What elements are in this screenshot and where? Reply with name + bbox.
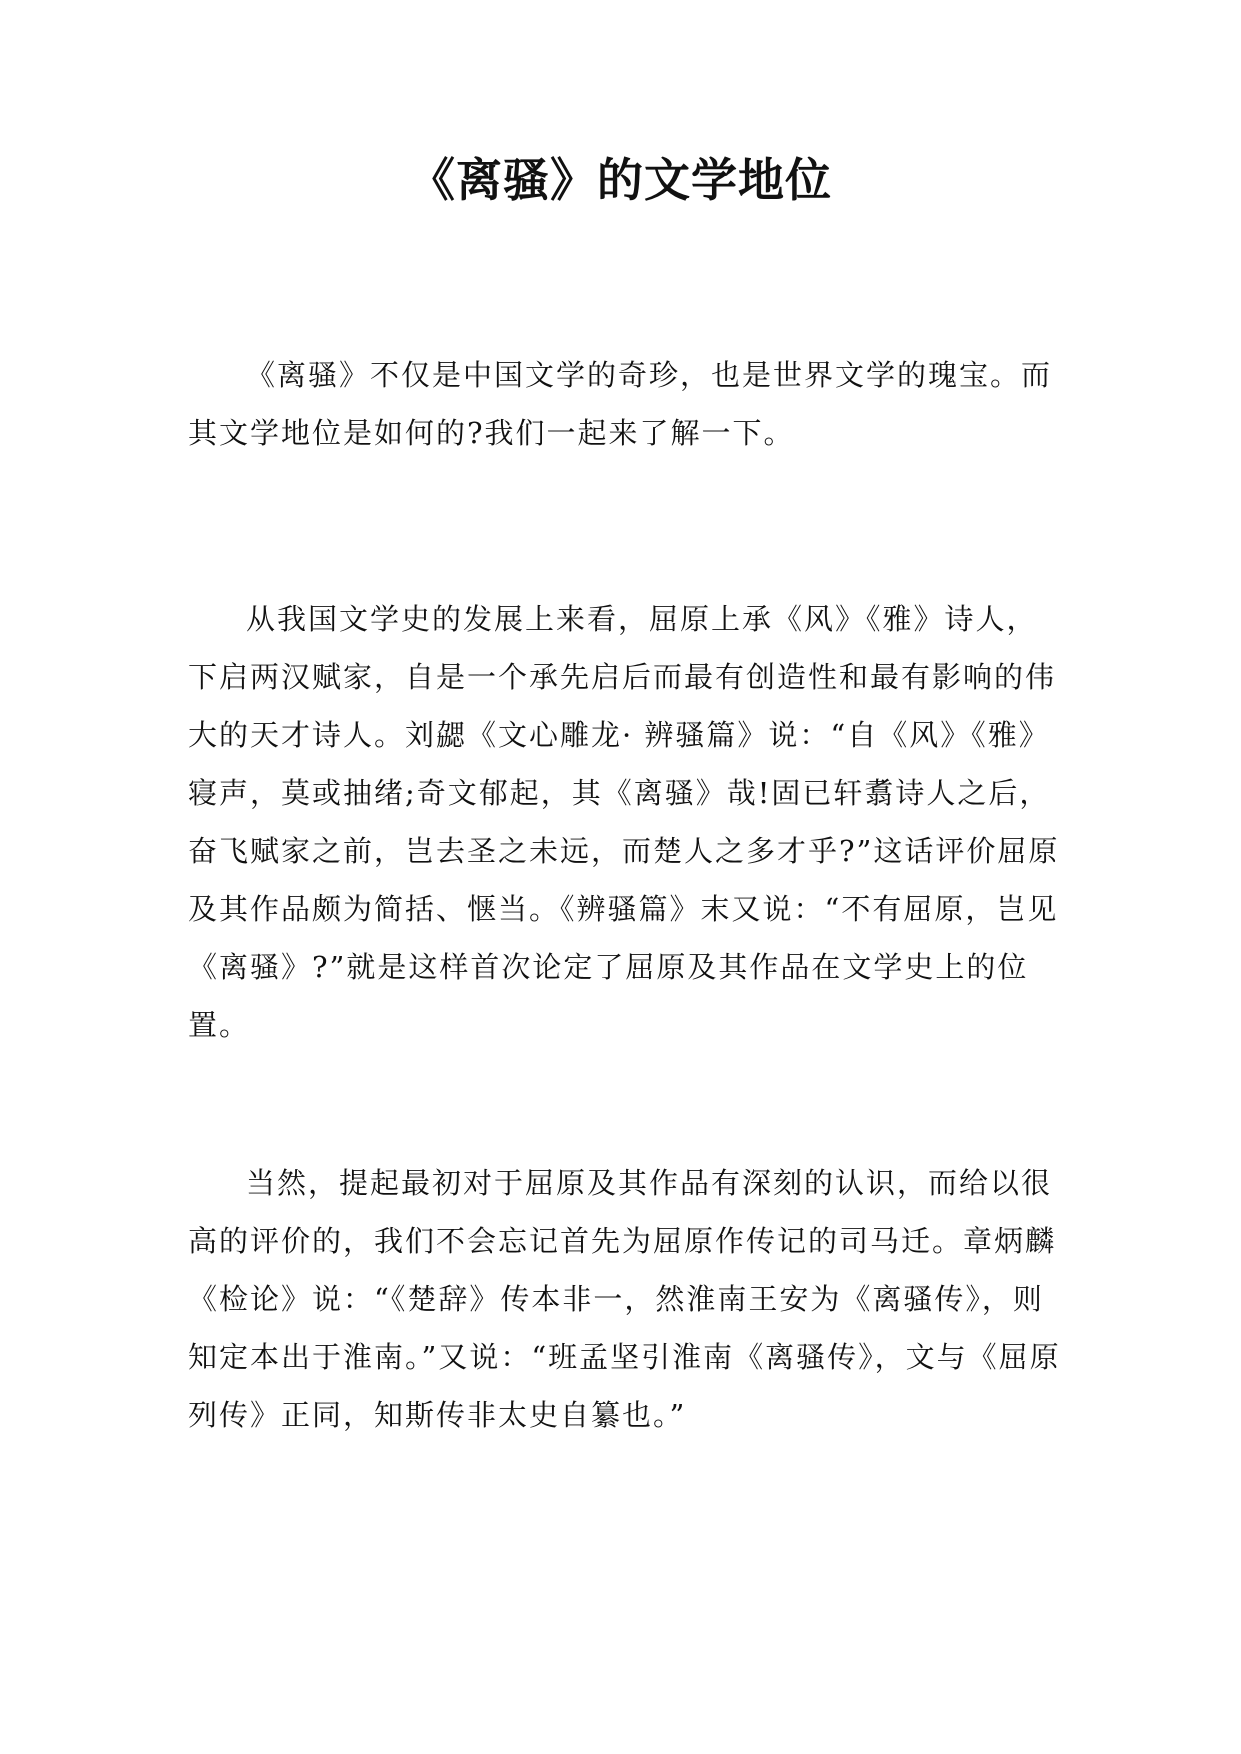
paragraph-sima-qian: 当然，提起最初对于屈原及其作品有深刻的认识，而给以很高的评价的，我们不会忘记首先为屈原作传记的司马迁。章炳麟《检论》说：“《楚辞》传本非一，然淮南王安为《离骚传》，则知定本出于淮南。”又说：“班孟坚引淮南《离骚传》，文与《屈原列传》正同，知斯传非太史自纂也。” [188,1166,1061,1432]
paragraph-intro: 《离骚》不仅是中国文学的奇珍，也是世界文学的瑰宝。而其文学地位是如何的?我们一起来了解一下。 [188,358,1053,450]
paragraph-literary-history: 从我国文学史的发展上来看，屈原上承《风》《雅》诗人，下启两汉赋家，自是一个承先启后而最有创造性和最有影响的伟大的天才诗人。刘勰《文心雕龙· 辨骚篇》说：“自《风》《雅》寝声，莫或抽绪;奇文郁起，其《离骚》哉!固已轩翥诗人之后，奋飞赋家之前，岂去圣之未远，而楚人之多才乎?”这话评价屈原及其作品颇为简括、惬当。《辨骚篇》末又说：“不有屈原，岂见《离骚》?”就是这样首次论定了屈原及其作品在文学史上的位置。 [188,602,1060,1042]
document-title: 《离骚》的文学地位 [409,153,832,207]
